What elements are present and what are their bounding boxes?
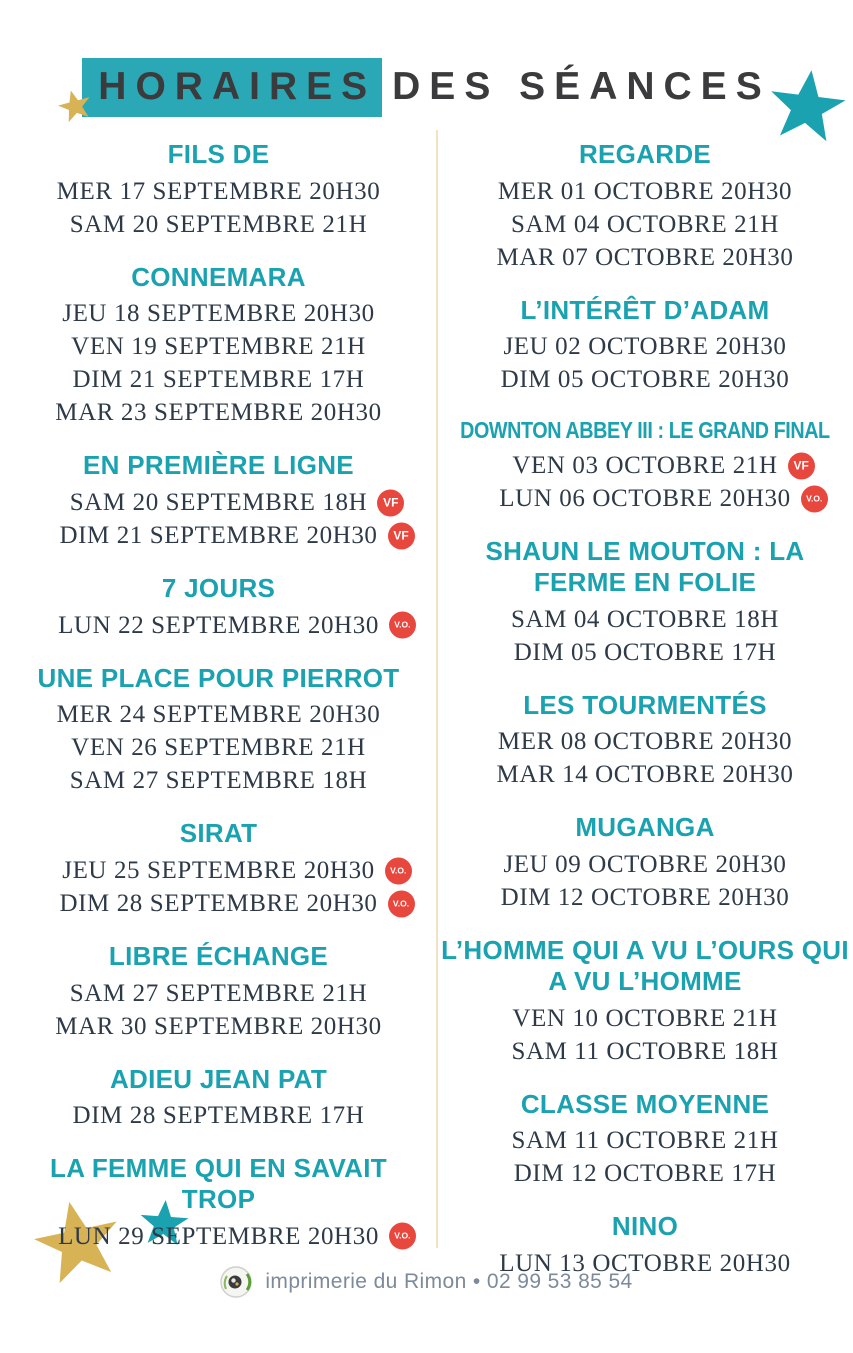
vo-badge: V.O. <box>389 1223 416 1250</box>
movie-title: CLASSE MOYENNE <box>520 1088 770 1119</box>
movie-block <box>0 941 437 1043</box>
schedule-line: SAM 20 SEPTEMBRE 21H <box>69 210 368 238</box>
schedule-line: SAM 27 SEPTEMBRE 21H <box>69 979 368 1007</box>
movie-block <box>0 663 437 798</box>
movie-block <box>437 935 853 1067</box>
movie-block <box>437 536 853 668</box>
movie-title: LES TOURMENTÉS <box>523 689 767 720</box>
movie-title: MUGANGA <box>575 812 715 843</box>
schedule-line: MER 24 SEPTEMBRE 20H30 <box>56 701 381 729</box>
schedule-line: DIM 05 OCTOBRE 17H <box>513 638 777 666</box>
movie-block <box>0 450 437 552</box>
page-title-rest: DES SÉANCES <box>392 65 771 108</box>
schedule-line: LUN 22 SEPTEMBRE 20H30 V.O. <box>58 609 379 642</box>
schedule-line: DIM 12 OCTOBRE 20H30 <box>500 884 790 912</box>
movie-block <box>437 1089 853 1191</box>
movie-title: L’INTÉRÊT D’ADAM <box>520 294 770 325</box>
movie-block <box>0 818 437 920</box>
movie-title: LIBRE ÉCHANGE <box>108 941 329 972</box>
movie-block <box>0 262 437 430</box>
movie-title: FILS DE <box>167 139 270 169</box>
schedule-line: SAM 27 SEPTEMBRE 18H <box>69 767 368 795</box>
schedule-line: JEU 18 SEPTEMBRE 20H30 <box>62 300 375 328</box>
vf-badge: VF <box>788 452 815 479</box>
movie-title: SIRAT <box>179 818 258 849</box>
movie-block <box>0 1064 437 1133</box>
schedule-line: MAR 23 SEPTEMBRE 20H30 <box>55 399 382 427</box>
vo-badge: V.O. <box>801 485 828 512</box>
schedule-line: SAM 11 OCTOBRE 18H <box>511 1037 779 1065</box>
movie-title: 7 JOURS <box>161 573 276 604</box>
schedule-line: LUN 13 OCTOBRE 20H30 <box>499 1249 791 1277</box>
movie-block <box>0 139 437 241</box>
schedule-line: JEU 02 OCTOBRE 20H30 <box>503 333 787 361</box>
movie-block <box>0 573 437 642</box>
page-title-highlighted: HORAIRES <box>82 58 382 117</box>
movie-title: EN PREMIÈRE LIGNE <box>83 450 354 481</box>
schedule-line: MAR 14 OCTOBRE 20H30 <box>496 761 794 789</box>
movie-title: DOWNTON ABBEY III : LE GRAND FINAL <box>460 417 830 444</box>
vo-badge: V.O. <box>388 890 415 917</box>
schedule-line: LUN 29 SEPTEMBRE 20H30 V.O. <box>58 1220 379 1253</box>
teal-star-icon <box>764 66 850 149</box>
schedule-line: MAR 30 SEPTEMBRE 20H30 <box>55 1012 382 1040</box>
schedule-line: VEN 19 SEPTEMBRE 21H <box>71 333 366 361</box>
movie-title: SHAUN LE MOUTON : LA FERME EN FOLIE <box>485 536 805 598</box>
movie-title: LA FEMME QUI EN SAVAIT TROP <box>50 1153 387 1215</box>
schedule-line: VEN 03 OCTOBRE 21H VF <box>512 449 777 482</box>
movie-block <box>437 417 853 515</box>
movie-block <box>437 295 853 397</box>
vo-badge: V.O. <box>385 857 412 884</box>
schedule-line: DIM 12 OCTOBRE 17H <box>513 1160 777 1188</box>
vf-badge: VF <box>377 489 404 516</box>
schedule-line: VEN 26 SEPTEMBRE 21H <box>71 734 366 762</box>
schedule-line: DIM 28 SEPTEMBRE 20H30 V.O. <box>59 887 377 920</box>
printer-credit: imprimerie du Rimon • 02 99 53 85 54 <box>265 1270 633 1293</box>
movie-block <box>437 690 853 792</box>
movie-block <box>0 1153 437 1252</box>
schedule-line: MER 01 OCTOBRE 20H30 <box>497 177 793 205</box>
october-column <box>437 139 853 1280</box>
schedule-line: LUN 06 OCTOBRE 20H30 V.O. <box>499 482 790 515</box>
movie-block <box>437 139 853 274</box>
schedule-line: DIM 28 SEPTEMBRE 17H <box>72 1102 365 1130</box>
schedule-line: VEN 10 OCTOBRE 21H <box>512 1004 778 1032</box>
vf-badge: VF <box>388 522 415 549</box>
schedule-line: SAM 04 OCTOBRE 21H <box>510 210 779 238</box>
schedule-line: DIM 05 OCTOBRE 20H30 <box>500 366 790 394</box>
movie-title: ADIEU JEAN PAT <box>109 1063 328 1094</box>
footer <box>0 1266 853 1298</box>
schedule-line: JEU 25 SEPTEMBRE 20H30 V.O. <box>62 854 375 887</box>
movie-block <box>437 812 853 914</box>
schedule-line: DIM 21 SEPTEMBRE 17H <box>72 366 365 394</box>
schedule-line: MER 08 OCTOBRE 20H30 <box>497 728 793 756</box>
movie-title: UNE PLACE POUR PIERROT <box>37 662 400 693</box>
september-column <box>0 139 437 1253</box>
schedule-line: DIM 21 SEPTEMBRE 20H30 VF <box>59 519 377 552</box>
movie-title: NINO <box>611 1211 679 1242</box>
header <box>0 58 853 117</box>
schedule-line: SAM 04 OCTOBRE 18H <box>510 605 779 633</box>
movie-title: REGARDE <box>578 139 712 169</box>
schedule-line: MAR 07 OCTOBRE 20H30 <box>496 243 794 271</box>
imprim-vert-eco-logo-icon <box>220 1266 252 1298</box>
movie-title: L’HOMME QUI A VU L’OURS QUI A VU L’HOMME <box>441 935 849 996</box>
schedule-line: MER 17 SEPTEMBRE 20H30 <box>56 177 381 205</box>
schedule-line: JEU 09 OCTOBRE 20H30 <box>503 851 787 879</box>
schedule-line: SAM 11 OCTOBRE 21H <box>511 1127 779 1155</box>
movie-title: CONNEMARA <box>131 261 306 292</box>
schedule-line: SAM 20 SEPTEMBRE 18H VF <box>70 486 367 519</box>
vo-badge: V.O. <box>389 612 416 639</box>
